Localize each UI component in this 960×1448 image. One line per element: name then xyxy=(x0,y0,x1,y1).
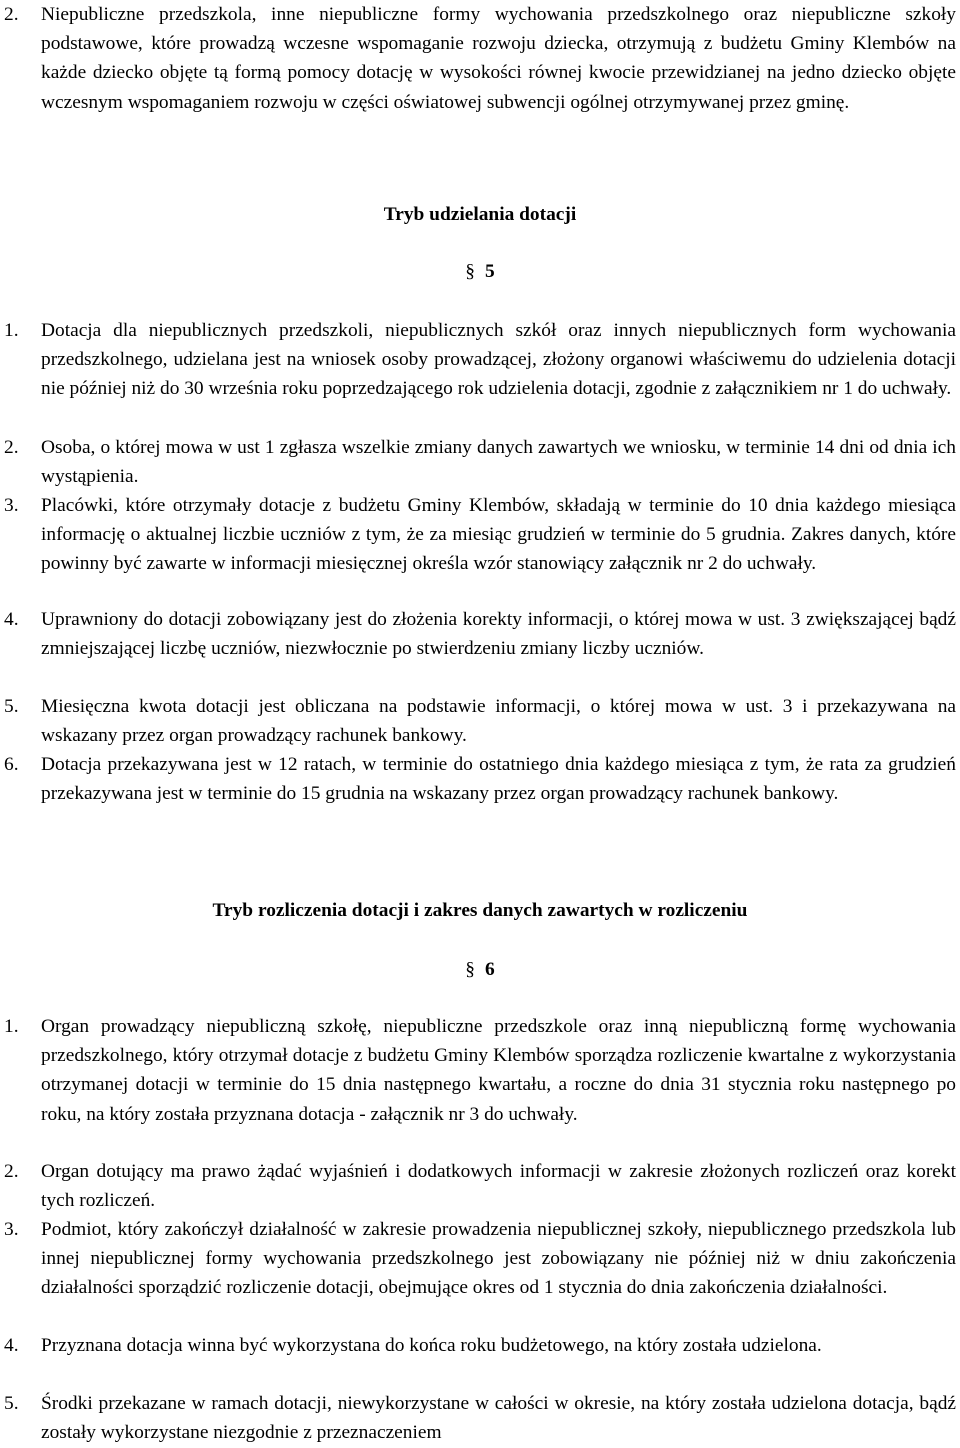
list-item xyxy=(0,1389,956,1447)
list-item xyxy=(0,316,956,404)
list-item xyxy=(0,1157,956,1215)
section-heading: Tryb rozliczenia dotacji i zakres danych zawartych w rozliczeniu xyxy=(212,900,748,921)
section-heading: Tryb udzielania dotacji xyxy=(383,204,577,225)
item-number: 4. xyxy=(4,609,19,630)
paragraph-mark xyxy=(0,955,960,984)
list-item xyxy=(0,605,956,663)
item-number: 2. xyxy=(4,4,19,25)
item-number: 4. xyxy=(4,1335,19,1356)
item-number: 2. xyxy=(4,437,19,458)
item-text: Uprawniony do dotacji zobowiązany jest do złożenia korekty informacji, o której mowa w ust. 3 zwiększającej bądź zmniejszającej liczbę uczniów, niezwłocznie po stwierdzeniu zmiany liczby uczniów. xyxy=(41,609,956,660)
list-item xyxy=(0,0,956,117)
list-item xyxy=(0,1215,956,1303)
list-item xyxy=(0,1012,956,1129)
item-number: 3. xyxy=(4,495,19,516)
section-sign: § xyxy=(465,261,475,282)
paragraph-number: 6 xyxy=(485,959,495,980)
item-text: Miesięczna kwota dotacji jest obliczana na podstawie informacji, o której mowa w ust. 3 i przekazywana na wskazany przez organ prowadzący rachunek bankowy. xyxy=(41,696,956,747)
item-text: Przyznana dotacja winna być wykorzystana do końca roku budżetowego, na który została udzielona. xyxy=(41,1335,822,1356)
list-item xyxy=(0,1331,956,1360)
item-number: 3. xyxy=(4,1219,19,1240)
list-item xyxy=(0,750,956,808)
item-number: 6. xyxy=(4,754,19,775)
paragraph-mark xyxy=(0,257,960,286)
item-text: Dotacja dla niepublicznych przedszkoli, niepublicznych szkół oraz innych niepublicznych form wychowania przedszkolnego, udzielana jest na wniosek osoby prowadzącej, złożony organowi właściwemu do udzielenia dotacji nie później niż do 30 września roku poprzedzającego rok udzielenia dotacji, zgodnie z załącznikiem nr 1 do uchwały. xyxy=(41,320,956,400)
item-number: 2. xyxy=(4,1161,19,1182)
item-text: Osoba, o której mowa w ust 1 zgłasza wszelkie zmiany danych zawartych we wniosku, w terminie 14 dni od dnia ich wystąpienia. xyxy=(41,437,956,488)
list-item xyxy=(0,491,956,579)
item-text: Niepubliczne przedszkola, inne niepubliczne formy wychowania przedszkolnego oraz niepubliczne szkoły podstawowe, które prowadzą wczesne wspomaganie rozwoju dziecka, otrzymują z budżetu Gminy Klembów na każde dziecko objęte tą formą pomocy dotację w wysokości równej kwocie przewidzianej na jedno dziecko objęte wczesnym wspomaganiem rozwoju w części oświatowej subwencji ogólnej otrzymywanej przez gminę. xyxy=(41,4,956,113)
item-number: 5. xyxy=(4,696,19,717)
section-sign: § xyxy=(465,959,475,980)
item-text: Dotacja przekazywana jest w 12 ratach, w terminie do ostatniego dnia każdego miesiąca z tym, że rata za grudzień przekazywana jest w terminie do 15 grudnia na wskazany przez organ prowadzący rachunek bankowy. xyxy=(41,754,956,805)
item-text: Organ prowadzący niepubliczną szkołę, niepubliczne przedszkole oraz inną niepubliczną formę wychowania przedszkolnego, który otrzymał dotacje z budżetu Gminy Klembów sporządza rozliczenie kwartalne z wykorzystania otrzymanej dotacji w terminie do 15 dnia następnego kwartału, a roczne do dnia 31 stycznia roku następnego po roku, na który została przyznana dotacja - załącznik nr 3 do uchwały. xyxy=(41,1016,956,1125)
item-text: Placówki, które otrzymały dotacje z budżetu Gminy Klembów, składają w terminie do 10 dnia każdego miesiąca informację o aktualnej liczbie uczniów z tym, że za miesiąc grudzień w terminie do 5 grudnia. Zakres danych, które powinny być zawarte w informacji miesięcznej określa wzór stanowiący załącznik nr 2 do uchwały. xyxy=(41,495,956,575)
item-text: Organ dotujący ma prawo żądać wyjaśnień i dodatkowych informacji w zakresie złożonych rozliczeń oraz korekt tych rozliczeń. xyxy=(41,1161,956,1212)
item-text: Środki przekazane w ramach dotacji, niewykorzystane w całości w okresie, na który została udzielona dotacja, bądź zostały wykorzystane niezgodnie z przeznaczeniem xyxy=(41,1393,956,1444)
list-item xyxy=(0,692,956,750)
paragraph-number: 5 xyxy=(485,261,495,282)
item-text: Podmiot, który zakończył działalność w zakresie prowadzenia niepublicznej szkoły, niepublicznego przedszkola lub innej niepublicznej formy wychowania przedszkolnego jest zobowiązany nie później niż w dniu zakończenia działalności sporządzić rozliczenie dotacji, obejmujące okres od 1 stycznia do dnia zakończenia działalności. xyxy=(41,1219,956,1299)
item-number: 1. xyxy=(4,320,19,341)
item-number: 1. xyxy=(4,1016,19,1037)
item-number: 5. xyxy=(4,1393,19,1414)
list-item xyxy=(0,433,956,491)
